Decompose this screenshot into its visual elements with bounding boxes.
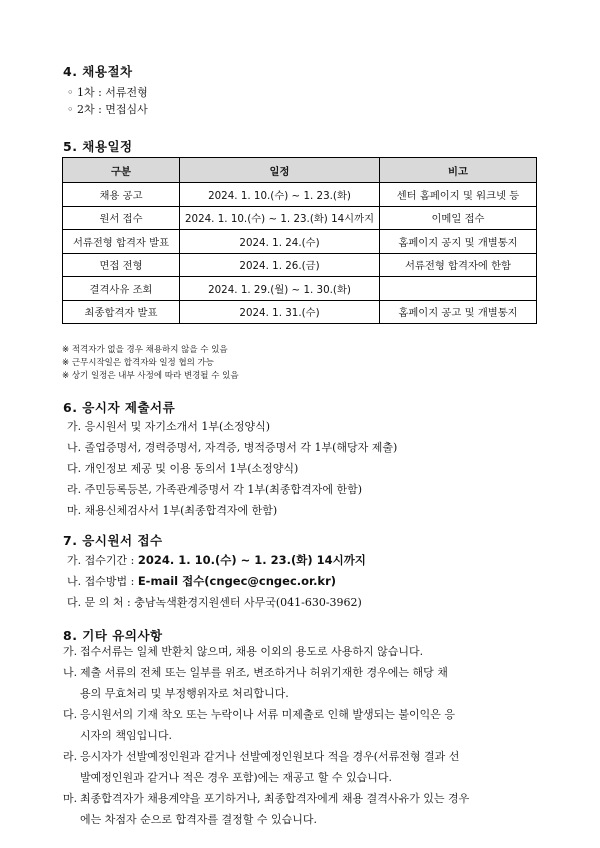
notice-text: 최종합격자가 채용계약을 포기하거나, 최종합격자에게 채용 결격사유가 있는 경우 — [80, 792, 470, 805]
notice-item — [63, 704, 543, 746]
header-remarks: 비고 — [380, 158, 537, 183]
row-remarks: 서류전형 합격자에 한함 — [380, 253, 537, 277]
notice-label: 가. — [63, 645, 78, 658]
row-schedule: 2024. 1. 10.(수) ~ 1. 23.(화) 14시까지 — [180, 206, 380, 230]
period-value: 2024. 1. 10.(수) ~ 1. 23.(화) 14시까지 — [137, 553, 366, 567]
row-schedule: 2024. 1. 24.(수) — [180, 230, 380, 254]
header-category: 구분 — [63, 158, 180, 183]
row-schedule: 2024. 1. 31.(수) — [180, 300, 380, 324]
notice-text: 접수서류는 일체 반환치 않으며, 채용 이외의 용도로 사용하지 않습니다. — [80, 645, 424, 658]
notice-item — [63, 641, 543, 662]
section-4-title: 4. 채용절차 — [63, 64, 133, 79]
row-schedule: 2024. 1. 29.(월) ~ 1. 30.(화) — [180, 277, 380, 301]
notice-text-cont: 발예정인원과 같거나 적은 경우 포함)에는 재공고 할 수 있습니다. — [80, 771, 393, 784]
header-schedule: 일정 — [180, 158, 380, 183]
row-category: 원서 접수 — [63, 206, 180, 230]
section-5-title: 5. 채용일정 — [63, 139, 133, 154]
schedule-table — [62, 157, 537, 324]
schedule-note: ※ 적격자가 없을 경우 채용하지 않을 수 있음 — [62, 345, 228, 355]
document-item: 가. 응시원서 및 자기소개서 1부(소정양식) — [67, 420, 271, 433]
procedure-item: ◦ 2차 : 면접심사 — [67, 103, 148, 116]
table-header-row — [63, 158, 537, 183]
application-method — [67, 573, 336, 589]
notice-text-cont: 시자의 책임입니다. — [80, 729, 173, 742]
row-category: 결격사유 조회 — [63, 277, 180, 301]
application-period — [67, 552, 366, 568]
method-label: 나. 접수방법 : — [67, 575, 138, 588]
row-category: 최종합격자 발표 — [63, 300, 180, 324]
method-value: E-mail 접수(cngec@cngec.or.kr) — [137, 574, 337, 588]
row-category: 서류전형 합격자 발표 — [63, 230, 180, 254]
notice-list — [63, 641, 543, 830]
notice-item — [63, 746, 543, 788]
procedure-item: ◦ 1차 : 서류전형 — [67, 86, 148, 99]
document-item: 라. 주민등록등본, 가족관계증명서 각 1부(최종합격자에 한함) — [67, 483, 363, 496]
notice-item — [63, 788, 543, 830]
document-item: 나. 졸업증명서, 경력증명서, 자격증, 병적증명서 각 1부(해당자 제출) — [67, 441, 398, 454]
notice-text: 응시원서의 기재 착오 또는 누락이나 서류 미제출로 인해 발생되는 불이익은 응 — [80, 708, 455, 721]
notice-text-cont: 에는 차점자 순으로 합격자를 결정할 수 있습니다. — [80, 813, 317, 826]
row-remarks: 이메일 접수 — [380, 206, 537, 230]
section-8-title: 8. 기타 유의사항 — [63, 628, 163, 643]
table-row — [63, 253, 537, 277]
row-remarks — [380, 277, 537, 301]
period-label: 가. 접수기간 : — [67, 554, 138, 567]
row-remarks: 홈페이지 공고 및 개별통지 — [380, 300, 537, 324]
notice-label: 다. — [63, 708, 78, 721]
schedule-note: ※ 근무시작일은 합격자와 일정 협의 가능 — [62, 358, 215, 368]
table-row — [63, 183, 537, 207]
notice-label: 마. — [63, 792, 78, 805]
table-row — [63, 300, 537, 324]
notice-item — [63, 662, 543, 704]
notice-label: 라. — [63, 750, 78, 763]
row-schedule: 2024. 1. 26.(금) — [180, 253, 380, 277]
document-item: 다. 개인정보 제공 및 이용 동의서 1부(소정양식) — [67, 462, 299, 475]
table-row — [63, 206, 537, 230]
notice-text: 제출 서류의 전체 또는 일부를 위조, 변조하거나 허위기재한 경우에는 해당 채 — [80, 666, 448, 679]
table-row — [63, 230, 537, 254]
contact-info: 다. 문 의 처 : 충남녹색환경지원센터 사무국(041-630-3962) — [67, 596, 362, 609]
notice-text-cont: 용의 무효처리 및 부정행위자로 처리합니다. — [80, 687, 289, 700]
section-7-title: 7. 응시원서 접수 — [63, 533, 163, 548]
notice-text: 응시자가 선발예정인원과 같거나 선발예정인원보다 적을 경우(서류전형 결과 선 — [80, 750, 460, 763]
schedule-note: ※ 상기 일정은 내부 사정에 따라 변경될 수 있음 — [62, 371, 239, 381]
row-schedule: 2024. 1. 10.(수) ~ 1. 23.(화) — [180, 183, 380, 207]
row-category: 면접 전형 — [63, 253, 180, 277]
document-item: 마. 채용신체검사서 1부(최종합격자에 한함) — [67, 504, 278, 517]
row-remarks: 홈페이지 공지 및 개별통지 — [380, 230, 537, 254]
table-row — [63, 277, 537, 301]
section-6-title: 6. 응시자 제출서류 — [63, 400, 176, 415]
notice-label: 나. — [63, 666, 78, 679]
row-remarks: 센터 홈페이지 및 워크넷 등 — [380, 183, 537, 207]
row-category: 채용 공고 — [63, 183, 180, 207]
